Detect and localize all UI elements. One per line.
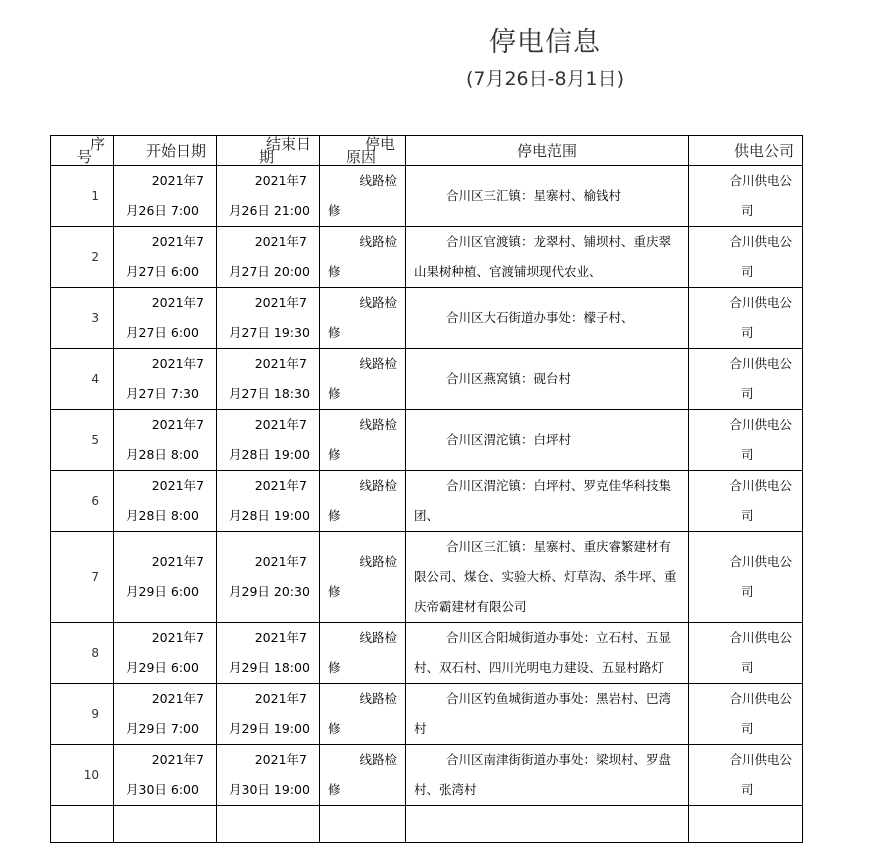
end-date-line1: 2021年7: [254, 478, 307, 493]
empty-cell: [406, 806, 689, 843]
end-date-line1: 2021年7: [254, 295, 307, 310]
cell-seq: 6: [51, 471, 114, 532]
start-date-line1: 2021年7: [151, 478, 204, 493]
company-line1: 合川供电公: [729, 630, 792, 645]
reason-line2: 修: [328, 508, 341, 523]
company-line2: 司: [741, 508, 754, 523]
cell-end-date: [217, 745, 320, 806]
cell-company: [689, 410, 803, 471]
table-row: [51, 288, 803, 349]
reason-line1: 线路检: [359, 554, 397, 569]
cell-scope: 合川区南津街街道办事处：梁坝村、罗盘村、张湾村: [406, 745, 689, 806]
empty-cell: [689, 806, 803, 843]
cell-end-date: [217, 288, 320, 349]
table-body: [51, 166, 803, 843]
start-date-line2: 月26日 7:00: [126, 203, 199, 218]
company-line1: 合川供电公: [729, 752, 792, 767]
start-date-line1: 2021年7: [151, 295, 204, 310]
end-date-line1: 2021年7: [254, 173, 307, 188]
reason-line1: 线路检: [359, 295, 397, 310]
cell-end-date: [217, 410, 320, 471]
reason-line2: 修: [328, 447, 341, 462]
empty-row: [51, 806, 803, 843]
cell-reason: [320, 410, 406, 471]
header-seq-bottom: 号: [77, 147, 93, 166]
cell-seq: 8: [51, 623, 114, 684]
reason-line1: 线路检: [359, 356, 397, 371]
cell-start-date: [114, 623, 217, 684]
table-row: [51, 349, 803, 410]
cell-start-date: [114, 166, 217, 227]
company-line2: 司: [741, 386, 754, 401]
company-line2: 司: [741, 721, 754, 736]
header-end-date: [217, 136, 320, 166]
table-row: [51, 166, 803, 227]
company-line1: 合川供电公: [729, 691, 792, 706]
end-date-line1: 2021年7: [254, 417, 307, 432]
cell-scope: 合川区钓鱼城街道办事处：黑岩村、巴湾村: [406, 684, 689, 745]
cell-start-date: [114, 410, 217, 471]
end-date-line2: 月28日 19:00: [229, 508, 310, 523]
end-date-line2: 月29日 20:30: [229, 584, 310, 599]
end-date-line2: 月26日 21:00: [229, 203, 310, 218]
start-date-line1: 2021年7: [151, 752, 204, 767]
reason-line1: 线路检: [359, 478, 397, 493]
cell-seq: 5: [51, 410, 114, 471]
reason-line1: 线路检: [359, 234, 397, 249]
cell-end-date: [217, 684, 320, 745]
cell-reason: [320, 349, 406, 410]
reason-line2: 修: [328, 584, 341, 599]
company-line1: 合川供电公: [729, 554, 792, 569]
header-company-label: 供电公司: [733, 142, 794, 160]
cell-seq: 7: [51, 532, 114, 623]
cell-seq: 1: [51, 166, 114, 227]
cell-start-date: [114, 532, 217, 623]
table-row: [51, 532, 803, 623]
reason-line2: 修: [328, 660, 341, 675]
start-date-line2: 月28日 8:00: [126, 447, 199, 462]
start-date-line2: 月30日 6:00: [126, 782, 199, 797]
reason-line1: 线路检: [359, 417, 397, 432]
reason-line2: 修: [328, 203, 341, 218]
cell-scope: 合川区大石街道办事处：檬子村、: [406, 288, 689, 349]
header-end-top: 结束日: [265, 134, 311, 153]
start-date-line2: 月28日 8:00: [126, 508, 199, 523]
header-seq: [51, 136, 114, 166]
cell-reason: [320, 227, 406, 288]
table-row: [51, 745, 803, 806]
reason-line2: 修: [328, 325, 341, 340]
start-date-line1: 2021年7: [151, 173, 204, 188]
header-reason: [320, 136, 406, 166]
cell-seq: 9: [51, 684, 114, 745]
reason-line1: 线路检: [359, 630, 397, 645]
company-line2: 司: [741, 264, 754, 279]
cell-seq: 3: [51, 288, 114, 349]
end-date-line2: 月30日 19:00: [229, 782, 310, 797]
cell-start-date: [114, 471, 217, 532]
end-date-line1: 2021年7: [254, 630, 307, 645]
start-date-line1: 2021年7: [151, 691, 204, 706]
empty-cell: [51, 806, 114, 843]
end-date-line2: 月28日 19:00: [229, 447, 310, 462]
cell-end-date: [217, 471, 320, 532]
cell-scope: 合川区渭沱镇：白坪村、罗克佳华科技集团、: [406, 471, 689, 532]
company-line1: 合川供电公: [729, 356, 792, 371]
reason-line2: 修: [328, 264, 341, 279]
header-row: [51, 136, 803, 166]
cell-reason: [320, 532, 406, 623]
cell-company: [689, 349, 803, 410]
header-company: [689, 136, 803, 166]
cell-scope: 合川区三汇镇：星寨村、榆钱村: [406, 166, 689, 227]
cell-end-date: [217, 227, 320, 288]
cell-company: [689, 166, 803, 227]
cell-company: [689, 227, 803, 288]
table-row: [51, 471, 803, 532]
header-start-date: [114, 136, 217, 166]
end-date-line2: 月27日 18:30: [229, 386, 310, 401]
table-row: [51, 227, 803, 288]
end-date-line2: 月27日 20:00: [229, 264, 310, 279]
cell-start-date: [114, 349, 217, 410]
reason-line2: 修: [328, 386, 341, 401]
cell-reason: [320, 745, 406, 806]
start-date-line1: 2021年7: [151, 417, 204, 432]
start-date-line2: 月27日 7:30: [126, 386, 199, 401]
header-scope: [406, 136, 689, 166]
start-date-line1: 2021年7: [151, 234, 204, 249]
end-date-line1: 2021年7: [254, 234, 307, 249]
cell-seq: 2: [51, 227, 114, 288]
company-line2: 司: [741, 782, 754, 797]
cell-end-date: [217, 166, 320, 227]
empty-cell: [320, 806, 406, 843]
reason-line1: 线路检: [359, 752, 397, 767]
start-date-line1: 2021年7: [151, 630, 204, 645]
cell-scope: 合川区合阳城街道办事处：立石村、五显村、双石村、四川光明电力建设、五显村路灯: [406, 623, 689, 684]
cell-company: [689, 288, 803, 349]
cell-company: [689, 623, 803, 684]
start-date-line2: 月29日 6:00: [126, 584, 199, 599]
cell-scope: 合川区官渡镇：龙翠村、铺坝村、重庆翠山果树种植、官渡铺坝现代农业、: [406, 227, 689, 288]
cell-reason: [320, 623, 406, 684]
company-line1: 合川供电公: [729, 478, 792, 493]
cell-end-date: [217, 623, 320, 684]
company-line2: 司: [741, 203, 754, 218]
company-line2: 司: [741, 447, 754, 462]
table-row: [51, 410, 803, 471]
start-date-line2: 月27日 6:00: [126, 264, 199, 279]
cell-reason: [320, 166, 406, 227]
end-date-line1: 2021年7: [254, 752, 307, 767]
end-date-line1: 2021年7: [254, 554, 307, 569]
end-date-line1: 2021年7: [254, 356, 307, 371]
cell-end-date: [217, 349, 320, 410]
empty-cell: [217, 806, 320, 843]
company-line2: 司: [741, 325, 754, 340]
header-seq-top: 序: [89, 134, 105, 153]
end-date-line1: 2021年7: [254, 691, 307, 706]
outage-table: [50, 135, 803, 843]
header-start-label: 开始日期: [145, 142, 206, 160]
cell-start-date: [114, 227, 217, 288]
company-line1: 合川供电公: [729, 295, 792, 310]
reason-line2: 修: [328, 721, 341, 736]
cell-scope: 合川区燕窝镇：砚台村: [406, 349, 689, 410]
cell-seq: 10: [51, 745, 114, 806]
end-date-line2: 月29日 19:00: [229, 721, 310, 736]
company-line1: 合川供电公: [729, 234, 792, 249]
cell-start-date: [114, 288, 217, 349]
cell-seq: 4: [51, 349, 114, 410]
company-line1: 合川供电公: [729, 417, 792, 432]
cell-company: [689, 684, 803, 745]
start-date-line1: 2021年7: [151, 554, 204, 569]
date-range-subtitle: (7月26日-8月1日): [465, 68, 625, 90]
start-date-line2: 月29日 6:00: [126, 660, 199, 675]
cell-reason: [320, 471, 406, 532]
cell-reason: [320, 288, 406, 349]
company-line1: 合川供电公: [729, 173, 792, 188]
header-reason-bottom: 原因: [346, 147, 377, 166]
header-scope-label: 停电范围: [516, 142, 577, 160]
cell-scope: 合川区渭沱镇：白坪村: [406, 410, 689, 471]
reason-line1: 线路检: [359, 173, 397, 188]
cell-reason: [320, 684, 406, 745]
page-title: 停电信息: [489, 27, 601, 58]
header-reason-top: 停电: [364, 134, 395, 153]
cell-start-date: [114, 684, 217, 745]
table-row: [51, 684, 803, 745]
cell-company: [689, 471, 803, 532]
table-row: [51, 623, 803, 684]
cell-start-date: [114, 745, 217, 806]
cell-end-date: [217, 532, 320, 623]
company-line2: 司: [741, 584, 754, 599]
cell-scope: 合川区三汇镇：星寨村、重庆睿繁建材有限公司、煤仓、实验大桥、灯草沟、杀牛坪、重庆帝霸建材有限公司: [406, 532, 689, 623]
empty-cell: [114, 806, 217, 843]
end-date-line2: 月27日 19:30: [229, 325, 310, 340]
start-date-line1: 2021年7: [151, 356, 204, 371]
start-date-line2: 月29日 7:00: [126, 721, 199, 736]
start-date-line2: 月27日 6:00: [126, 325, 199, 340]
cell-company: [689, 532, 803, 623]
reason-line1: 线路检: [359, 691, 397, 706]
cell-company: [689, 745, 803, 806]
header-end-bottom: 期: [259, 147, 275, 166]
reason-line2: 修: [328, 782, 341, 797]
company-line2: 司: [741, 660, 754, 675]
end-date-line2: 月29日 18:00: [229, 660, 310, 675]
